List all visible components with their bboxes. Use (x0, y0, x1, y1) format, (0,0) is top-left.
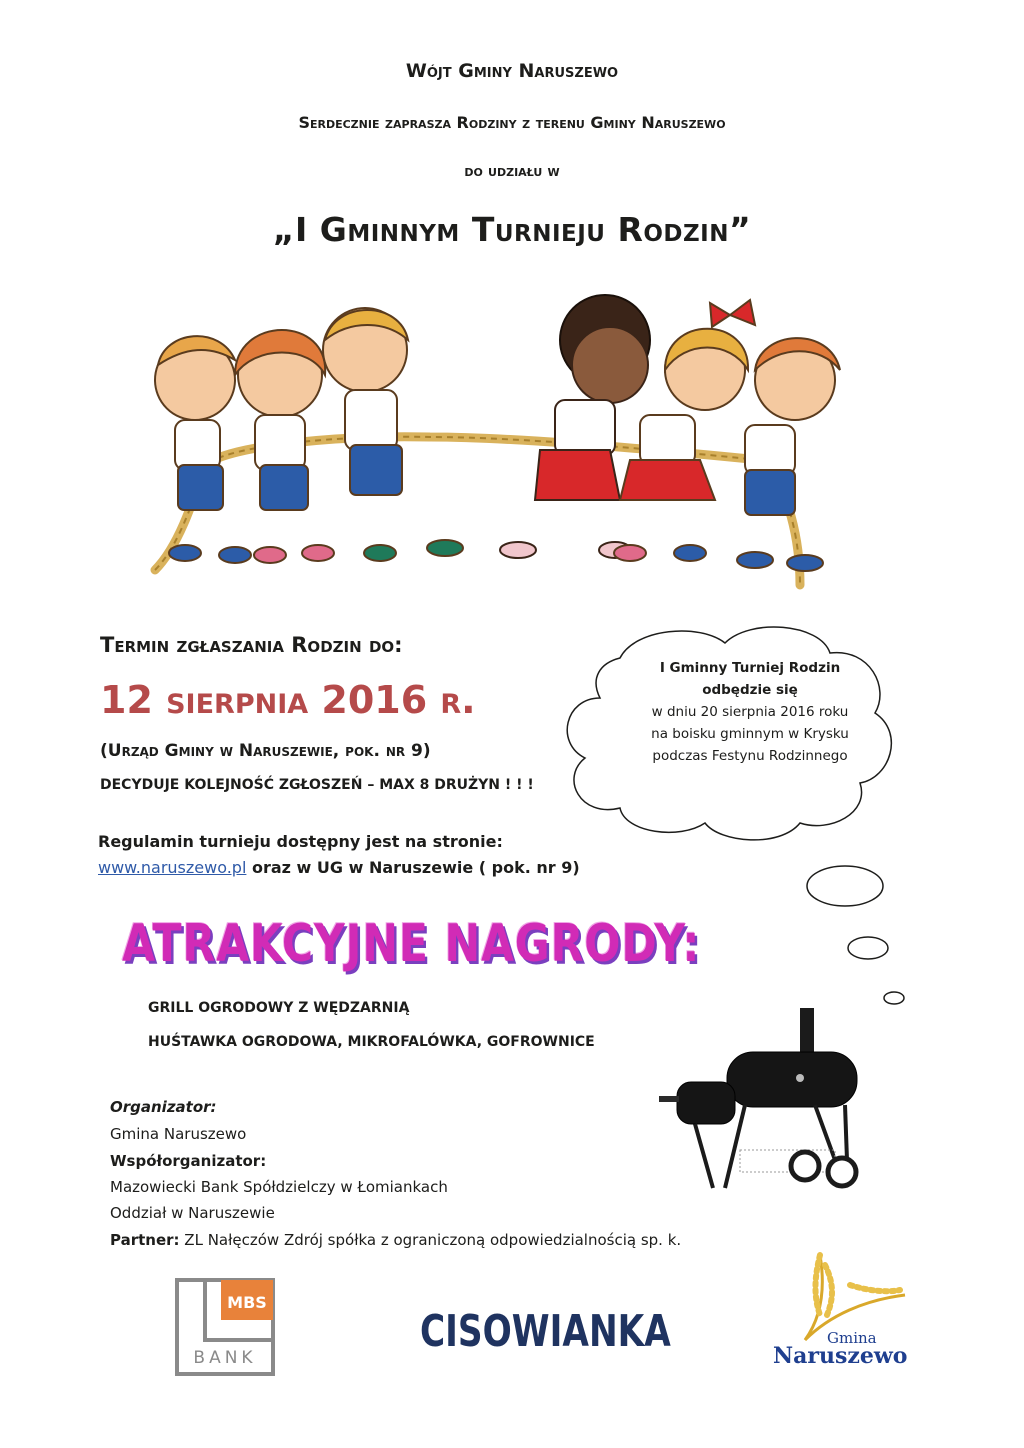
header-line-2: Serdecznie zaprasza Rodziny z terenu Gminy Naruszewo (298, 113, 726, 132)
cloud-line-4: na boisku gminnym w Krysku (651, 726, 849, 742)
deadline-order-note: DECYDUJE KOLEJNOŚĆ ZGŁOSZEŃ – MAX 8 DRUŻYN ! ! ! (100, 777, 534, 793)
gmina-naruszewo-logo (765, 1245, 925, 1375)
cloud-line-3: w dniu 20 sierpnia 2016 roku (651, 704, 849, 720)
cloud-line-2: odbędzie się (702, 682, 798, 698)
organizer-name: Gmina Naruszewo (110, 1125, 247, 1143)
rules-line-1: Regulamin turnieju dostępny jest na stronie: (98, 832, 503, 851)
header-line-1: Wójt Gminy Naruszewo (405, 60, 619, 82)
mbs-logo-top: MBS (227, 1293, 267, 1312)
event-title: „I Gminnym Turnieju Rodzin” (272, 210, 752, 249)
partner-line (110, 1231, 681, 1249)
rules-line-2-rest: oraz w UG w Naruszewie ( pok. nr 9) (246, 858, 580, 877)
child-figure (737, 338, 840, 571)
partner-label: Partner: (110, 1231, 180, 1249)
grill-smoker-image (655, 1000, 865, 1195)
mbs-bank-logo (175, 1278, 275, 1376)
mbs-logo-bottom: BANK (193, 1348, 257, 1368)
coorganizer-label: Współorganizator: (110, 1152, 267, 1170)
prizes-title: ATRAKCYJNE NAGRODY: (122, 914, 701, 974)
partner-name: ZL Nałęczów Zdrój spółka z ograniczoną odpowiedzialnością sp. k. (179, 1231, 682, 1249)
organizer-label: Organizator: (110, 1098, 217, 1116)
prize-item-1: GRILL OGRODOWY Z WĘDZARNIĄ (148, 1000, 410, 1016)
prize-item-2: HUŚTAWKA OGRODOWA, MIKROFALÓWKA, GOFROWNICE (148, 1034, 595, 1050)
deadline-office: (Urząd Gminy w Naruszewie, pok. nr 9) (100, 741, 431, 761)
gmina-logo-big: Naruszewo (773, 1343, 908, 1369)
cloud-line-5: podczas Festynu Rodzinnego (652, 748, 848, 764)
deadline-label: Termin zgłaszania Rodzin do: (100, 633, 403, 657)
cisowianka-text: CISOWIANKA (420, 1305, 671, 1358)
website-link[interactable]: www.naruszewo.pl (98, 858, 247, 877)
child-figure (500, 295, 650, 558)
rules-line-2 (98, 858, 580, 877)
coorganizer-name-1: Mazowiecki Bank Spółdzielczy w Łomiankach (110, 1178, 448, 1196)
coorganizer-name-2: Oddział w Naruszewie (110, 1204, 275, 1222)
cisowianka-logo (420, 1300, 671, 1360)
cloud-line-1: I Gminny Turniej Rodzin (659, 660, 841, 676)
deadline-date: 12 sierpnia 2016 r. (100, 678, 476, 722)
header-line-3: do udziału w (464, 162, 560, 180)
children-tug-of-war-illustration (140, 285, 860, 605)
gmina-logo-small: Gmina (827, 1329, 877, 1347)
cloud-text (620, 657, 880, 767)
